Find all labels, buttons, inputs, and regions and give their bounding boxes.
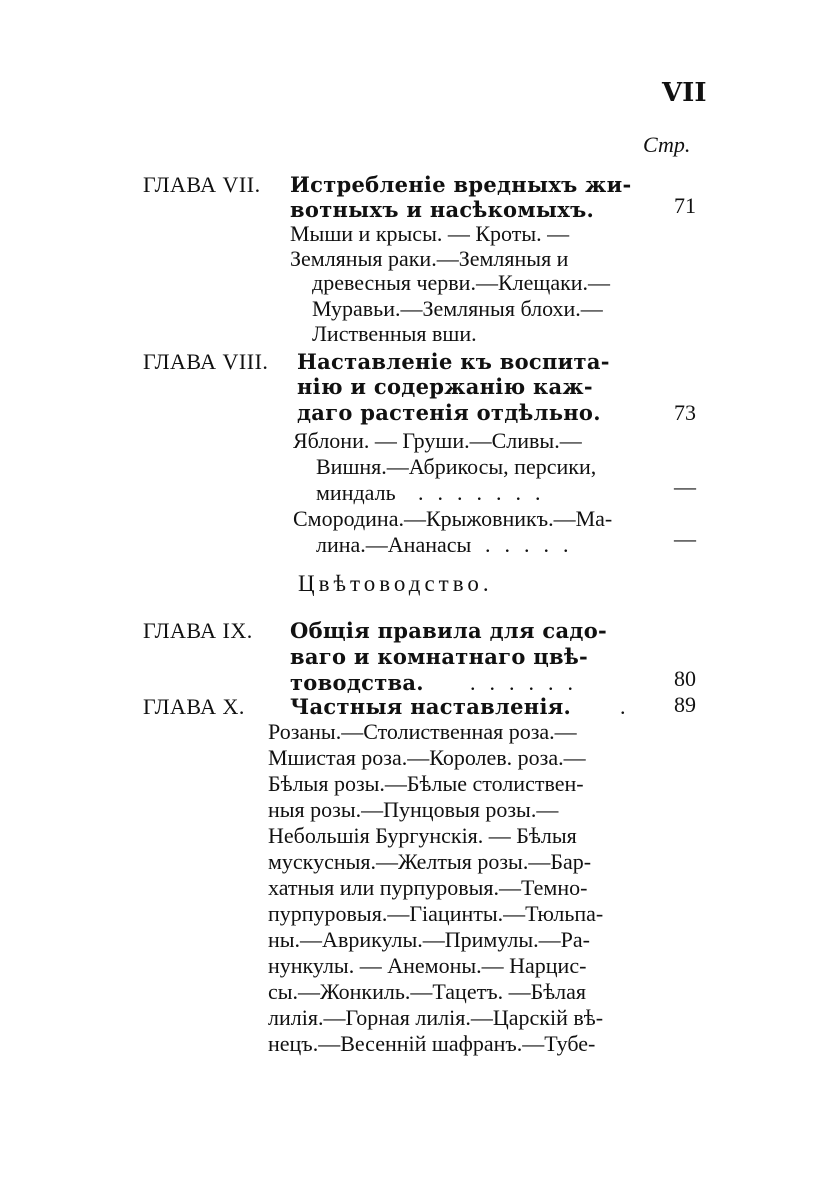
- chapter-8-page-dash-2: —: [674, 526, 696, 551]
- page-column-label: Стр.: [643, 132, 691, 157]
- chapter-8-line-2: Вишня.—Абрикосы, персики,: [316, 454, 597, 479]
- chapter-7-page: 71: [674, 193, 696, 218]
- chapter-10-page: 89: [674, 692, 696, 717]
- chapter-10-line-11: сы.—Жонкиль.—Тацетъ. —Бѣлая: [268, 979, 587, 1004]
- chapter-10-line-8: пурпуровыя.—Гіацинты.—Тюльпа-: [268, 901, 604, 926]
- chapter-9-title-line-2: ваго и комнатнаго цвѣ-: [290, 644, 589, 669]
- chapter-10-line-5: Небольшія Бургунскія. — Бѣлыя: [268, 823, 577, 848]
- chapter-8-page: 73: [674, 400, 696, 425]
- chapter-10-line-10: нункулы. — Анемоны.— Нарцис-: [268, 953, 587, 978]
- chapter-8-leader-dots-1: .......: [418, 480, 555, 505]
- chapter-10-line-7: хатныя или пурпуровыя.—Темно-: [268, 875, 588, 900]
- chapter-9-page: 80: [674, 666, 696, 691]
- chapter-8-line-1: Яблони. — Груши.—Сливы.—: [293, 428, 582, 453]
- chapter-7-line-1: Мыши и крысы. — Кроты. —: [290, 221, 570, 246]
- chapter-10-line-13: нецъ.—Весенній шафранъ.—Тубе-: [268, 1031, 596, 1056]
- chapter-7-line-2: Земляныя раки.—Земляныя и: [290, 246, 569, 271]
- chapter-9-label: ГЛАВА IX.: [143, 618, 253, 643]
- chapter-8-title-line-2: нію и содержанію каж-: [297, 374, 593, 399]
- chapter-7-line-5: Лиственныя вши.: [312, 321, 477, 346]
- chapter-10-line-2: Мшистая роза.—Королев. роза.—: [268, 745, 586, 770]
- chapter-8-line-5: лина.—Ананасы: [316, 532, 472, 557]
- chapter-8-line-4: Смородина.—Крыжовникъ.—Ма-: [293, 506, 613, 531]
- chapter-8-leader-dots-2: .....: [485, 532, 583, 557]
- chapter-8-title-line-3: даго растенія отдѣльно.: [297, 400, 601, 425]
- chapter-10-line-4: ныя розы.—Пунцовыя розы.—: [268, 797, 559, 822]
- chapter-7-line-3: древесныя черви.—Клещаки.—: [312, 270, 611, 295]
- chapter-7-line-4: Муравьи.—Земляныя блохи.—: [312, 296, 603, 321]
- page-folio: VII: [662, 78, 707, 108]
- chapter-10-title-line-1: Частныя наставленія.: [290, 694, 572, 719]
- chapter-7-label: ГЛАВА VII.: [143, 172, 261, 197]
- chapter-10-line-9: ны.—Аврикулы.—Примулы.—Ра-: [268, 927, 590, 952]
- chapter-7-title-line-1: Истребленіе вредныхъ жи-: [290, 172, 632, 197]
- chapter-8-line-3: миндаль: [316, 480, 396, 505]
- chapter-10-line-1: Розаны.—Столиственная роза.—: [268, 719, 577, 744]
- chapter-9-leader-dots: ......: [470, 670, 587, 695]
- chapter-10-line-3: Бѣлыя розы.—Бѣлые столиствен-: [268, 771, 584, 796]
- chapter-10-line-6: мускусныя.—Желтыя розы.—Бар-: [268, 849, 592, 874]
- chapter-10-line-12: лилія.—Горная лилія.—Царскій вѣ-: [268, 1005, 604, 1030]
- chapter-8-page-dash-1: —: [674, 474, 696, 499]
- chapter-8-title-line-1: Наставленіе къ воспита-: [297, 349, 610, 374]
- chapter-9-title-line-1: Общія правила для садо-: [290, 618, 608, 643]
- section-title: Цвѣтоводство.: [298, 571, 493, 596]
- chapter-10-label: ГЛАВА X.: [143, 694, 245, 719]
- chapter-9-title-line-3: товодства.: [290, 670, 424, 695]
- chapter-10-leader-dots: .: [620, 694, 640, 719]
- chapter-7-title-line-2: вотныхъ и насѣкомыхъ.: [290, 197, 595, 222]
- chapter-8-label: ГЛАВА VIII.: [143, 349, 269, 374]
